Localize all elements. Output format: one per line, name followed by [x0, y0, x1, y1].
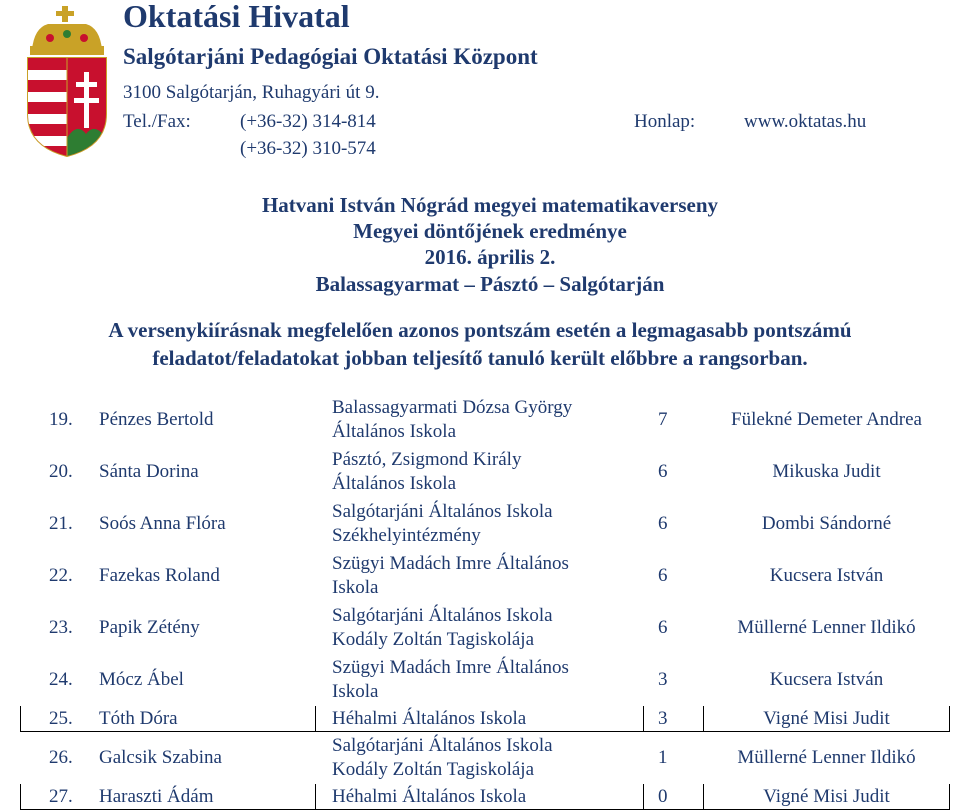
student-name: Haraszti Ádám: [99, 784, 316, 810]
student-name: Pénzes Bertold: [99, 394, 316, 446]
table-row: [21, 654, 950, 706]
school-cell: [316, 498, 644, 550]
address: 3100 Salgótarján, Ruhagyári út 9.: [123, 82, 380, 103]
school-cell: [316, 550, 644, 602]
org-title: Oktatási Hivatal: [123, 0, 350, 34]
table-row: [21, 550, 950, 602]
rank-cell: 22.: [21, 550, 99, 602]
school-line-2: Iskola: [332, 576, 379, 598]
table-row: [21, 732, 950, 784]
student-name: Soós Anna Flóra: [99, 498, 316, 550]
teacher-cell: Fülekné Demeter Andrea: [704, 394, 950, 446]
table-row: [21, 394, 950, 446]
school-cell: Héhalmi Általános Iskola: [316, 784, 644, 810]
points-cell: 6: [644, 550, 704, 602]
student-name: Mócz Ábel: [99, 654, 316, 706]
school-line-1: Szügyi Madách Imre Általános: [332, 656, 569, 678]
rank-cell: 26.: [21, 732, 99, 784]
school-cell: [316, 654, 644, 706]
school-line-2: Kodály Zoltán Tagiskolája: [332, 628, 534, 650]
event-subtitle: Megyei döntőjének eredménye: [353, 219, 627, 243]
teacher-cell: Kucsera István: [704, 550, 950, 602]
rank-cell: 19.: [21, 394, 99, 446]
rank-cell: 20.: [21, 446, 99, 498]
table-row: [21, 446, 950, 498]
school-cell: [316, 602, 644, 654]
teacher-cell: Mikuska Judit: [704, 446, 950, 498]
school-line-2: Iskola: [332, 680, 379, 702]
notice-line-1: A versenykiírásnak megfelelően azonos pontszám esetén a legmagasabb pontszámú: [108, 318, 852, 342]
points-cell: 6: [644, 498, 704, 550]
points-cell: 0: [644, 784, 704, 810]
school-cell: [316, 446, 644, 498]
tel-label: Tel./Fax:: [123, 111, 191, 132]
points-cell: 3: [644, 654, 704, 706]
rank-cell: 21.: [21, 498, 99, 550]
school-line-2: Általános Iskola: [332, 472, 457, 494]
student-name: Papik Zétény: [99, 602, 316, 654]
student-name: Sánta Dorina: [99, 446, 316, 498]
school-line-2: Székhelyintézmény: [332, 524, 481, 546]
school-line-1: Balassagyarmati Dózsa György: [332, 396, 573, 418]
web-url-link[interactable]: www.oktatas.hu: [744, 111, 867, 132]
points-cell: 3: [644, 706, 704, 732]
rank-cell: 24.: [21, 654, 99, 706]
points-cell: 6: [644, 602, 704, 654]
phone-1: (+36-32) 314-814: [240, 111, 376, 132]
teacher-cell: Dombi Sándorné: [704, 498, 950, 550]
table-row: [21, 602, 950, 654]
student-name: Tóth Dóra: [99, 706, 316, 732]
school-cell: [316, 394, 644, 446]
rank-cell: 27.: [21, 784, 99, 810]
org-subtitle: Salgótarjáni Pedagógiai Oktatási Központ: [123, 44, 538, 69]
rank-cell: 23.: [21, 602, 99, 654]
notice-line-2: feladatot/feladatokat jobban teljesítő tanuló került előbbre a rangsorban.: [152, 346, 808, 370]
table-row: [21, 498, 950, 550]
event-title: Hatvani István Nógrád megyei matematikaverseny: [261, 193, 719, 217]
table-row: [21, 784, 950, 810]
table-row: [21, 706, 950, 732]
phone-2: (+36-32) 310-574: [240, 138, 376, 159]
school-line-1: Salgótarjáni Általános Iskola: [332, 604, 553, 626]
school-cell: Héhalmi Általános Iskola: [316, 706, 644, 732]
event-date: 2016. április 2.: [424, 245, 556, 269]
points-cell: 6: [644, 446, 704, 498]
student-name: Galcsik Szabina: [99, 732, 316, 784]
student-name: Fazekas Roland: [99, 550, 316, 602]
school-line-1: Salgótarjáni Általános Iskola: [332, 734, 553, 756]
rank-cell: 25.: [21, 706, 99, 732]
teacher-cell: Vigné Misi Judit: [704, 706, 950, 732]
school-line-2: Általános Iskola: [332, 420, 457, 442]
teacher-cell: Müllerné Lenner Ildikó: [704, 732, 950, 784]
event-locations: Balassagyarmat – Pásztó – Salgótarján: [315, 272, 665, 296]
results-table: [20, 393, 950, 810]
school-line-2: Kodály Zoltán Tagiskolája: [332, 758, 534, 780]
points-cell: 1: [644, 732, 704, 784]
school-line-1: Salgótarjáni Általános Iskola: [332, 500, 553, 522]
teacher-cell: Vigné Misi Judit: [704, 784, 950, 810]
teacher-cell: Kucsera István: [704, 654, 950, 706]
school-line-1: Szügyi Madách Imre Általános: [332, 552, 569, 574]
teacher-cell: Müllerné Lenner Ildikó: [704, 602, 950, 654]
school-line-1: Pásztó, Zsigmond Király: [332, 448, 522, 470]
web-label: Honlap:: [634, 111, 696, 132]
school-cell: [316, 732, 644, 784]
hungarian-coat-of-arms-icon: [22, 6, 112, 158]
points-cell: 7: [644, 394, 704, 446]
